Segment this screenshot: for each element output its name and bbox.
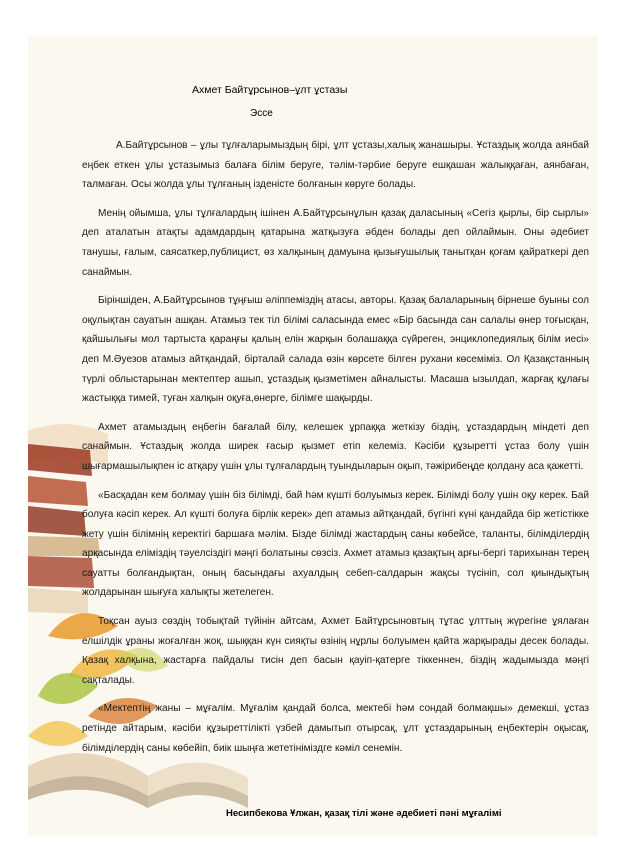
essay-paragraph: Біріншіден, А.Байтұрсынов тұңғыш әліппеміздің атасы, авторы. Қазақ балаларының бірнеше буыны сол оқулықтан сауатын ашқан. Атамыз тек тіл білімі саласында емес «Бір басында сан салалы өнер тоғысқан, қайшылығы мол тартыста қараңғы қалың елін жарқын болашаққа сүйреген, энциклопедиялық білім иесі» деп М.Әуезов атамыз айтқандай, бірталай салада өзін көрсете білген рухани көсеміміз. Ол Қазақстанның түрлі облыстарынан мектептер ашып, ұстаздық қызметімен айналысты. Масаша ызылдап, жарғақ құлағы жастыққа тимей, туған халқын оқуға,өнерге, білімге шақырды. [82,295,589,405]
essay-title: Ахмет Байтұрсынов–ұлт ұстазы [192,84,348,96]
essay-paragraph: А.Байтұрсынов – ұлы тұлғаларымыздың бірі, ұлт ұстазы,халық жанашыры. Ұстаздық жолда аянбай еңбек еткен ұлы ұстазымыз балаға білім беруге, тәлім-тәрбие беруге ешқашан жалыққаған, аянбаған, талмаған. Осы жолда ұлы тұлғаның ізденісте болғанын көруге болады. [82,140,589,191]
essay-body [82,136,589,767]
essay-paragraph: «Мектептің жаны – мұғалім. Мұғалім қандай болса, мектебі һәм сондай болмақшы» демекші, ұстаз ретінде айтарым, кәсіби құзыреттілікті үзбей дамытып отырсақ, ұлт ұстаздарының еңбектерін оқысақ, білімділердің саны көбейіп, биік шыңға жететініміздге кәміл сенемін. [82,703,589,754]
essay-paragraph: Тоқсан ауыз сөздің тобықтай түйінін айтсам, Ахмет Байтұрсыновтың тұтас ұлттың жүрегіне ұялаған елшілдік ұраны жоғалған жоқ, шыққан күн сияқты өзінің нұрлы болуымен қайта жарқырады десек болады. Қазақ халқына, жастарға пайдалы тисін деп басын қауіп-қатерге тіккеннен, біздің жадымызда мәңгі сақталады. [82,616,589,686]
author-signature: Несипбекова Ұлжан, қазақ тілі және әдебиеті пәні мұғалімі [226,808,502,819]
essay-subtitle: Эссе [250,108,273,119]
essay-paragraph: «Басқадан кем болмау үшін біз білімді, бай һәм күшті болуымыз керек. Білімді болу үшін оқу керек. Бай болуға кәсіп керек. Ал күшті болуға бірлік керек» деп атамыз айтқандай, бүгінгі күні қандайда бір жетістікке жету үшін білімнің керектігі баршаға мәлім. Бізде білімді жастардың саны көбейсе, таланты, білімділердің арқасында еліміздің тәуелсіздігі мәңгі болатыны сөзсіз. Ахмет атамыз қазақтың арғы-бергі тарихынан терең сауатты болғандықтан, оның басындағы ахуалдың себеп-салдарын жақсы түсініп, сол қиындықтың жолдарынан шығуға халықты жетелеген. [82,489,589,599]
document-page [28,36,598,836]
essay-paragraph: Менің ойымша, ұлы тұлғалардың ішінен А.Байтұрсынұлын қазақ даласының «Сегіз қырлы, бір сырлы» деп аталатын атақты адамдардың қатарына жатқызуға әбден болады деп ойлаймын. Оны әдебиет танушы, ғалым, саясаткер,публицист, өз халқының дамуына қызығушылық танытқан қоғам қайраткері деп санаймын. [82,207,589,278]
essay-paragraph: Ахмет атамыздың еңбегін бағалай білу, келешек ұрпаққа жеткізу біздің, ұстаздардың міндеті деп санаймын. Ұстаздық жолда ширек ғасыр қызмет етіп келеміз. Кәсіби құзыретті ұстаз болу үшін шығармашылықпен іс атқару үшін ұлы тұлғалардың туындыларын оқып, тәжірибеңде қолдану аса қажетті. [82,421,589,472]
